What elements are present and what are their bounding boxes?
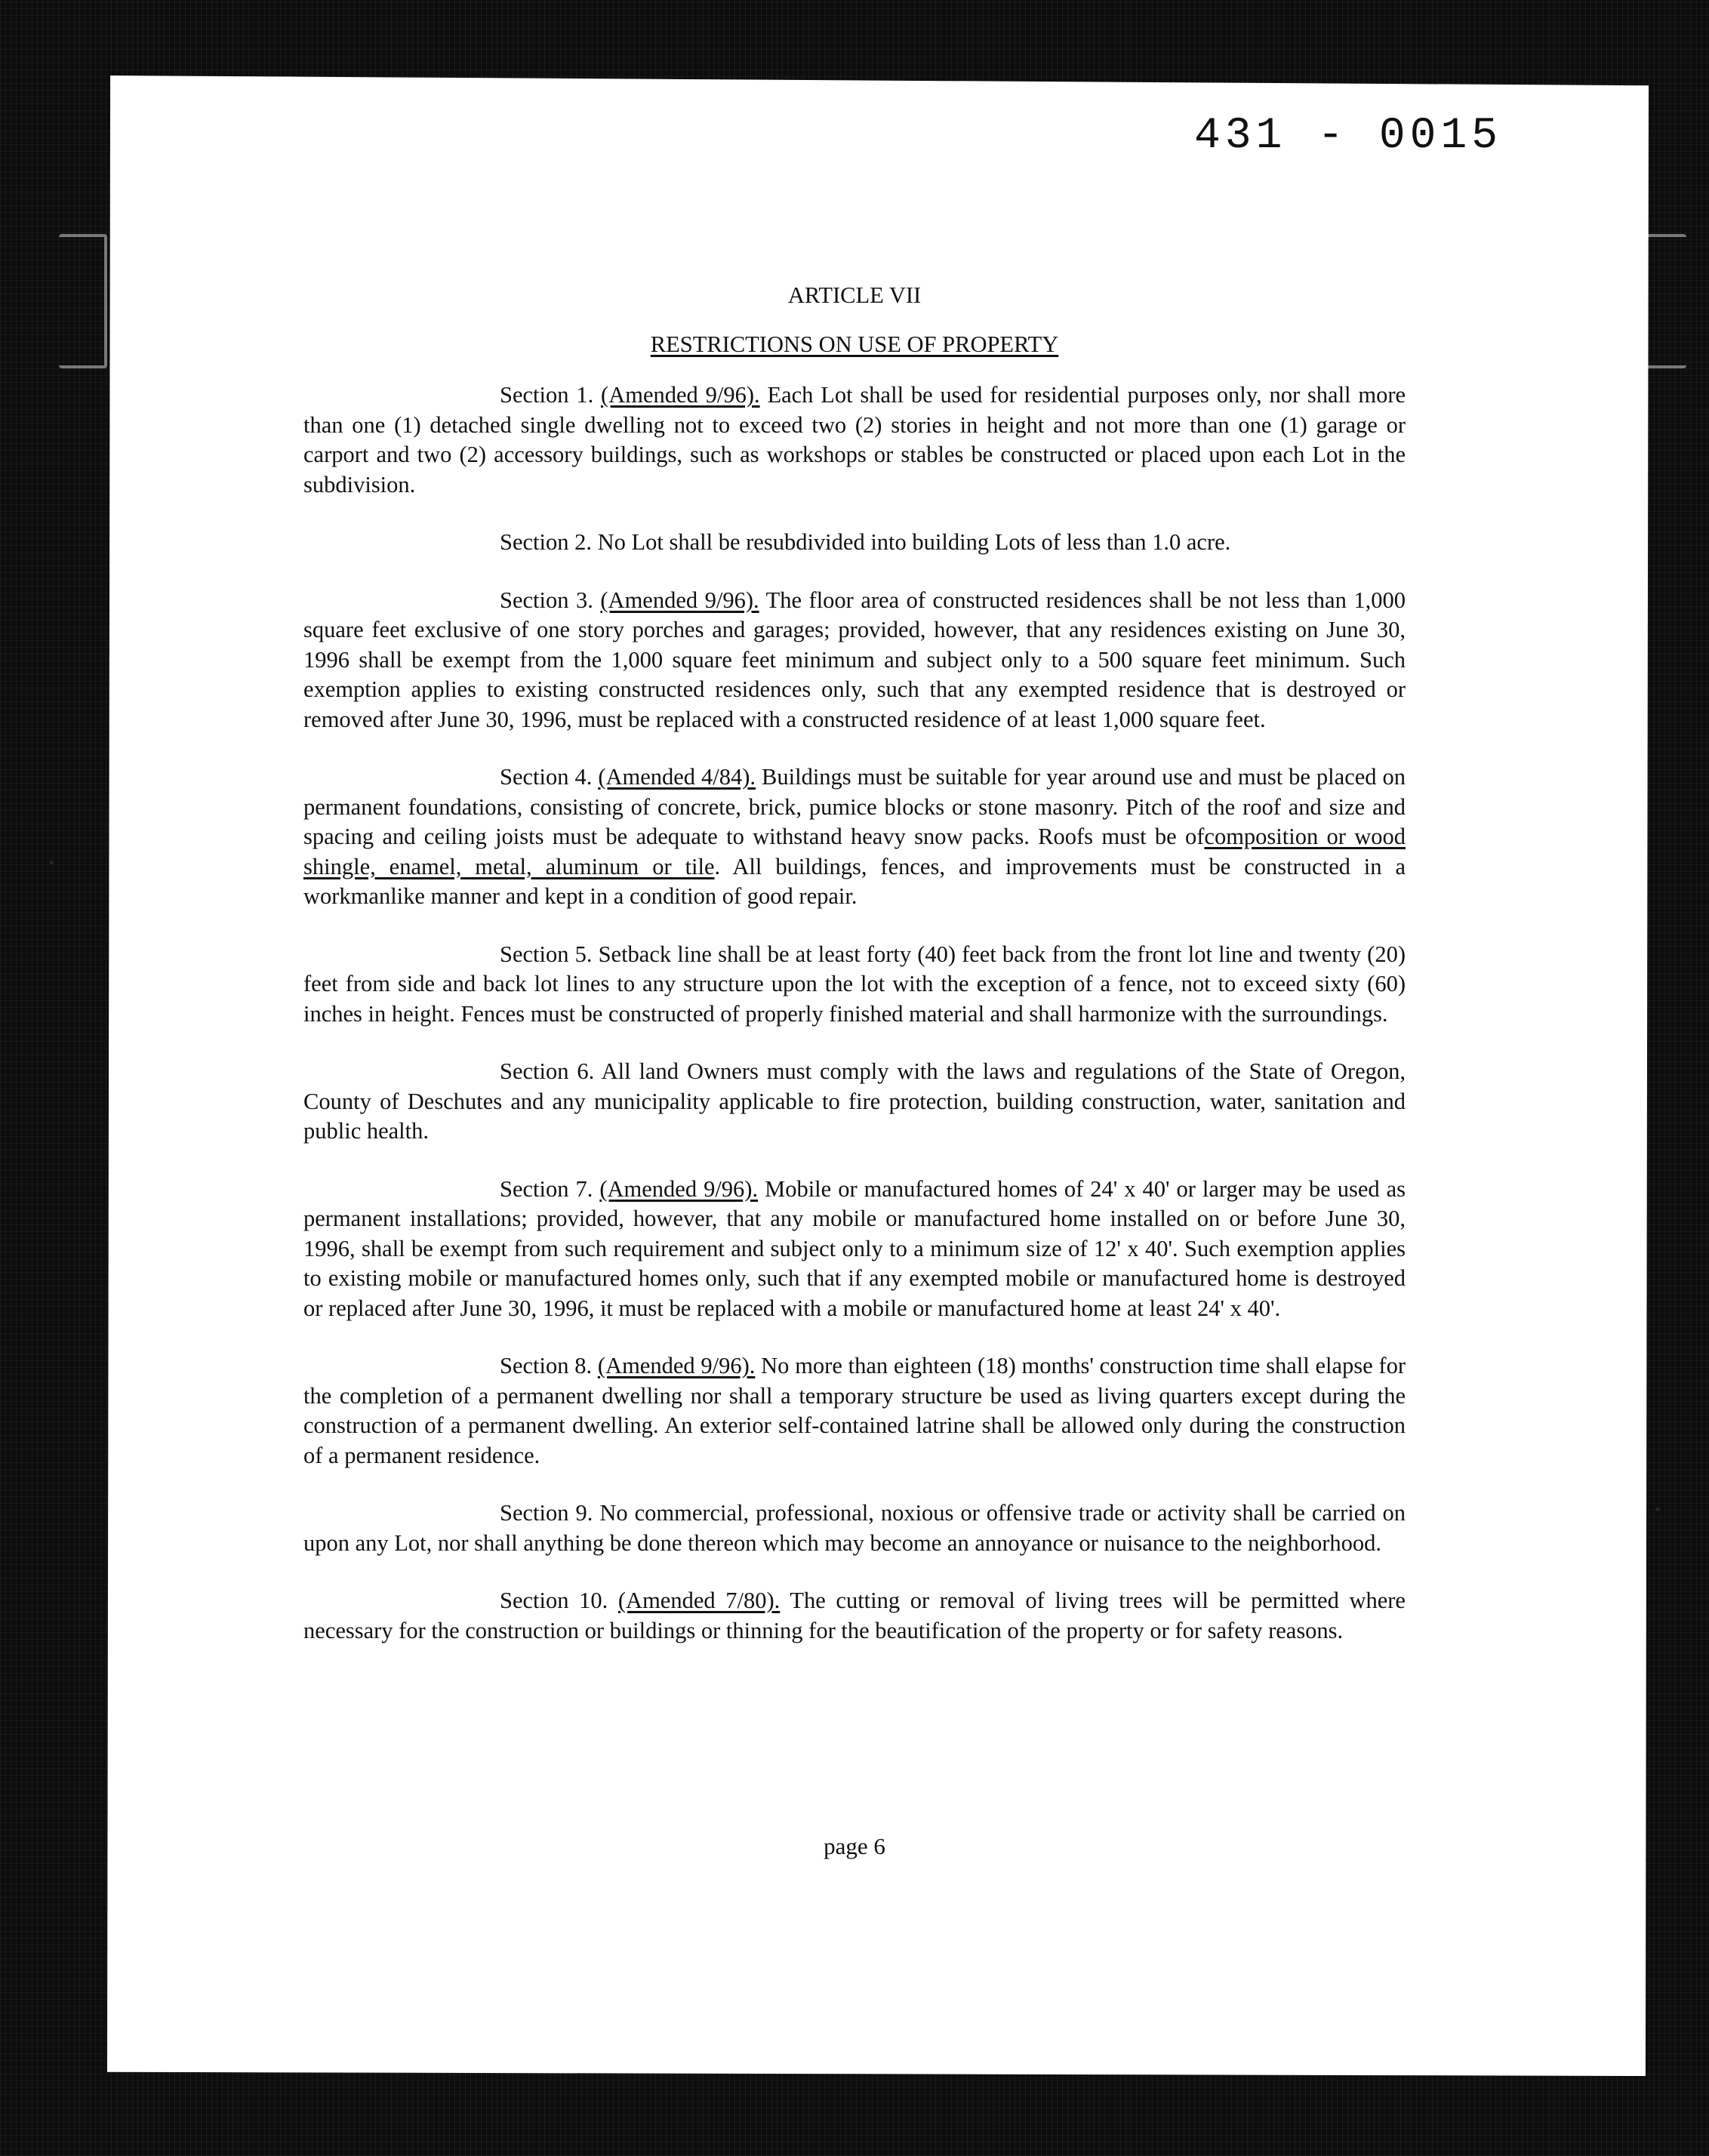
amendment-note: (Amended 9/96). — [597, 1353, 756, 1378]
roofing-materials: composition or wood shingle, enamel, metal, aluminum or tile — [303, 824, 1406, 879]
section-10 — [303, 1586, 1406, 1646]
section-6 — [303, 1057, 1406, 1147]
section-text: All land Owners must comply with the laws and regulations of the State of Oregon, County of Deschutes and any municipality applicable to fire protection, building construction, water, sanitation and public health. — [303, 1058, 1406, 1144]
section-text: No commercial, professional, noxious or offensive trade or activity shall be carried on upon any Lot, nor shall anything be done thereon which may become an annoyance or nuisance to the neighborhood. — [303, 1500, 1406, 1556]
section-label: Section 8. — [500, 1353, 593, 1378]
section-label: Section 1. — [500, 382, 594, 408]
section-4 — [303, 762, 1406, 912]
section-8 — [303, 1351, 1406, 1471]
document-body — [303, 281, 1406, 1674]
section-text: No more than eighteen (18) months' construction time shall elapse for the completion of a permanent dwelling nor shall a temporary structure be used as living quarters except during the construction of a permanent dwelling. An exterior self-contained latrine shall be allowed only during the construction of a permanent residence. — [303, 1353, 1406, 1468]
amendment-note: (Amended 4/84). — [598, 764, 756, 790]
section-text-after: . All buildings, fences, and improvements must be constructed in a workmanlike manner and kept in a condition of good repair. — [303, 853, 1406, 909]
section-label: Section 7. — [500, 1175, 593, 1202]
article-subtitle: RESTRICTIONS ON USE OF PROPERTY — [650, 331, 1059, 357]
section-1 — [303, 380, 1406, 500]
section-text-before: Buildings must be suitable for year around use and must be placed on permanent foundations, consisting of concrete, brick, pumice blocks or stone masonry. Pitch of the roof and size and spacing and ceiling joists must be adequate to withstand heavy snow packs. Roofs must be of — [303, 764, 1406, 849]
section-7 — [303, 1175, 1406, 1324]
section-label: Section 6. — [500, 1058, 595, 1084]
section-label: Section 3. — [500, 587, 593, 613]
section-text: Mobile or manufactured homes of 24' x 40' or larger may be used as permanent installations; provided, however, that any mobile or manufactured home installed on or before June 30, 1996, shall be exempt from such requirement and subject only to a minimum size of 12' x 40'. Such exemption applies to existing mobile or manufactured homes only, such that if any exempted mobile or manufactured home is destroyed or replaced after June 30, 1996, it must be replaced with a mobile or manufactured home at least 24' x 40'. — [303, 1175, 1406, 1321]
section-label: Section 4. — [500, 764, 593, 790]
recording-number: 431 - 0015 — [1194, 112, 1503, 161]
section-label: Section 9. — [500, 1500, 593, 1526]
amendment-note: (Amended 9/96). — [601, 382, 760, 408]
section-text: Setback line shall be at least forty (40) feet back from the front lot line and twenty (20) feet from side and back lot lines to any structure upon the lot with the exception of a fence, not to exceed sixty (60) inches in height. Fences must be constructed of properly finished material and shall harmonize with the surroundings. — [303, 941, 1406, 1027]
page-number: page 6 — [824, 1833, 885, 1859]
section-text: Each Lot shall be used for residential purposes only, nor shall more than one (1) detached single dwelling not to exceed two (2) stories in height and not more than one (1) garage or carport and two (2) accessory buildings, such as workshops or stables be constructed or placed upon each Lot in the subdivision. — [303, 382, 1406, 497]
section-5 — [303, 940, 1406, 1030]
amendment-note: (Amended 9/96). — [600, 587, 759, 613]
section-label: Section 5. — [500, 941, 593, 967]
section-text: The cutting or removal of living trees will be permitted where necessary for the construction or buildings or thinning for the beautification of the property or for safety reasons. — [303, 1588, 1406, 1643]
section-label: Section 10. — [500, 1588, 608, 1613]
section-label: Section 2. — [500, 529, 592, 555]
binder-clip-mark-left — [59, 234, 107, 368]
section-text: The floor area of constructed residences shall be not less than 1,000 square feet exclusive of one story porches and garages; provided, however, that any residences existing on June 30, 1996 shall be exempt from the 1,000 square feet minimum and subject only to a 500 square feet minimum. Such exemption applies to existing constructed residences only, such that any exempted residence that is destroyed or removed after June 30, 1996, must be replaced with a constructed residence of at least 1,000 square feet. — [303, 587, 1406, 732]
section-2 — [303, 528, 1406, 558]
amendment-note: (Amended 9/96). — [599, 1175, 759, 1202]
article-title: ARTICLE VII — [787, 282, 922, 308]
amendment-note: (Amended 7/80). — [617, 1588, 781, 1613]
section-9 — [303, 1498, 1406, 1558]
section-3 — [303, 586, 1406, 735]
section-text: No Lot shall be resubdivided into building Lots of less than 1.0 acre. — [597, 529, 1231, 555]
